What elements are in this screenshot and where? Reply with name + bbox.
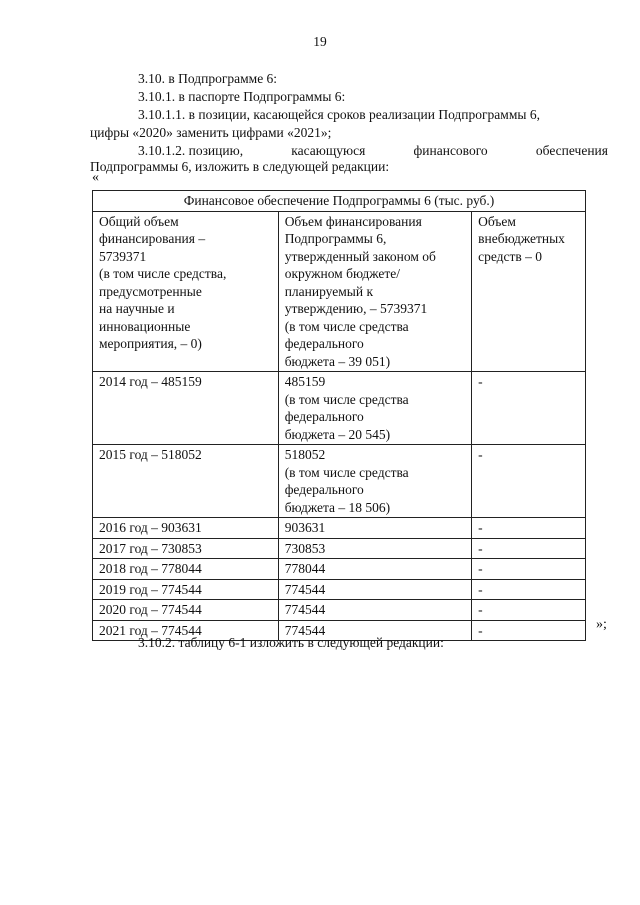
table-row — [93, 518, 586, 539]
row-extra-cell: - — [472, 559, 586, 580]
row-amount-cell: 485159 (в том числе средства федерального бюджета – 20 545) — [278, 372, 471, 445]
row-amount-cell: 730853 — [278, 538, 471, 559]
row-extra-cell: - — [472, 445, 586, 518]
row-year-cell: 2018 год – 778044 — [93, 559, 279, 580]
row-extra-cell: - — [472, 620, 586, 641]
paragraph-3-10-1-2-continued: Подпрограммы 6, изложить в следующей редакции: — [90, 159, 390, 174]
row-year-cell: 2019 год – 774544 — [93, 579, 279, 600]
header-extrabudgetary: Объем внебюджетных средств – 0 — [472, 211, 586, 372]
table-row — [93, 538, 586, 559]
row-year-cell: 2017 год – 730853 — [93, 538, 279, 559]
table-row — [93, 600, 586, 621]
row-extra-cell: - — [472, 518, 586, 539]
paragraph-3-10: 3.10. в Подпрограмме 6: — [138, 71, 278, 86]
row-amount-cell: 778044 — [278, 559, 471, 580]
table-header-row — [93, 211, 586, 372]
row-year-cell: 2016 год – 903631 — [93, 518, 279, 539]
paragraph-3-10-2: 3.10.2. таблицу 6-1 изложить в следующей редакции: — [138, 635, 444, 650]
paragraph-word: обеспечения — [535, 143, 608, 158]
table-row — [93, 372, 586, 445]
table-row — [93, 445, 586, 518]
row-amount-cell: 518052 (в том числе средства федерального бюджета – 18 506) — [278, 445, 471, 518]
paragraph-3-10-1-1: 3.10.1.1. в позиции, касающейся сроков реализации Подпрограммы 6, — [138, 107, 540, 122]
row-extra-cell: - — [472, 372, 586, 445]
row-amount-cell: 774544 — [278, 600, 471, 621]
row-amount-cell: 903631 — [278, 518, 471, 539]
table-row — [93, 559, 586, 580]
paragraph-word: 3.10.1.2. позицию, — [138, 143, 244, 158]
paragraph-word: касающуюся — [291, 143, 366, 158]
paragraph-word: финансового — [413, 143, 488, 158]
table-row — [93, 579, 586, 600]
page-number: 19 — [313, 34, 327, 49]
financing-table — [92, 190, 586, 641]
row-year-cell: 2021 год – 774544 — [93, 620, 279, 641]
table-caption-row — [93, 191, 586, 212]
header-subprogram-financing: Объем финансирования Подпрограммы 6, утвержденный законом об окружном бюджете/ планируемый к утверждению, – 5739371 (в том числе средства федерального бюджета – 39 051) — [278, 211, 471, 372]
row-extra-cell: - — [472, 579, 586, 600]
paragraph-3-10-1-1-continued: цифры «2020» заменить цифрами «2021»; — [90, 125, 332, 140]
table-caption: Финансовое обеспечение Подпрограммы 6 (тыс. руб.) — [93, 191, 586, 212]
row-extra-cell: - — [472, 538, 586, 559]
closing-quote: »; — [596, 617, 607, 632]
row-amount-cell: 774544 — [278, 620, 471, 641]
row-amount-cell: 774544 — [278, 579, 471, 600]
opening-quote: « — [92, 170, 99, 185]
header-total-financing: Общий объем финансирования – 5739371 (в том числе средства, предусмотренные на научные и инновационные мероприятия, – 0) — [93, 211, 279, 372]
paragraph-3-10-1: 3.10.1. в паспорте Подпрограммы 6: — [138, 89, 346, 104]
row-year-cell: 2020 год – 774544 — [93, 600, 279, 621]
row-year-cell: 2015 год – 518052 — [93, 445, 279, 518]
row-year-cell: 2014 год – 485159 — [93, 372, 279, 445]
row-extra-cell: - — [472, 600, 586, 621]
